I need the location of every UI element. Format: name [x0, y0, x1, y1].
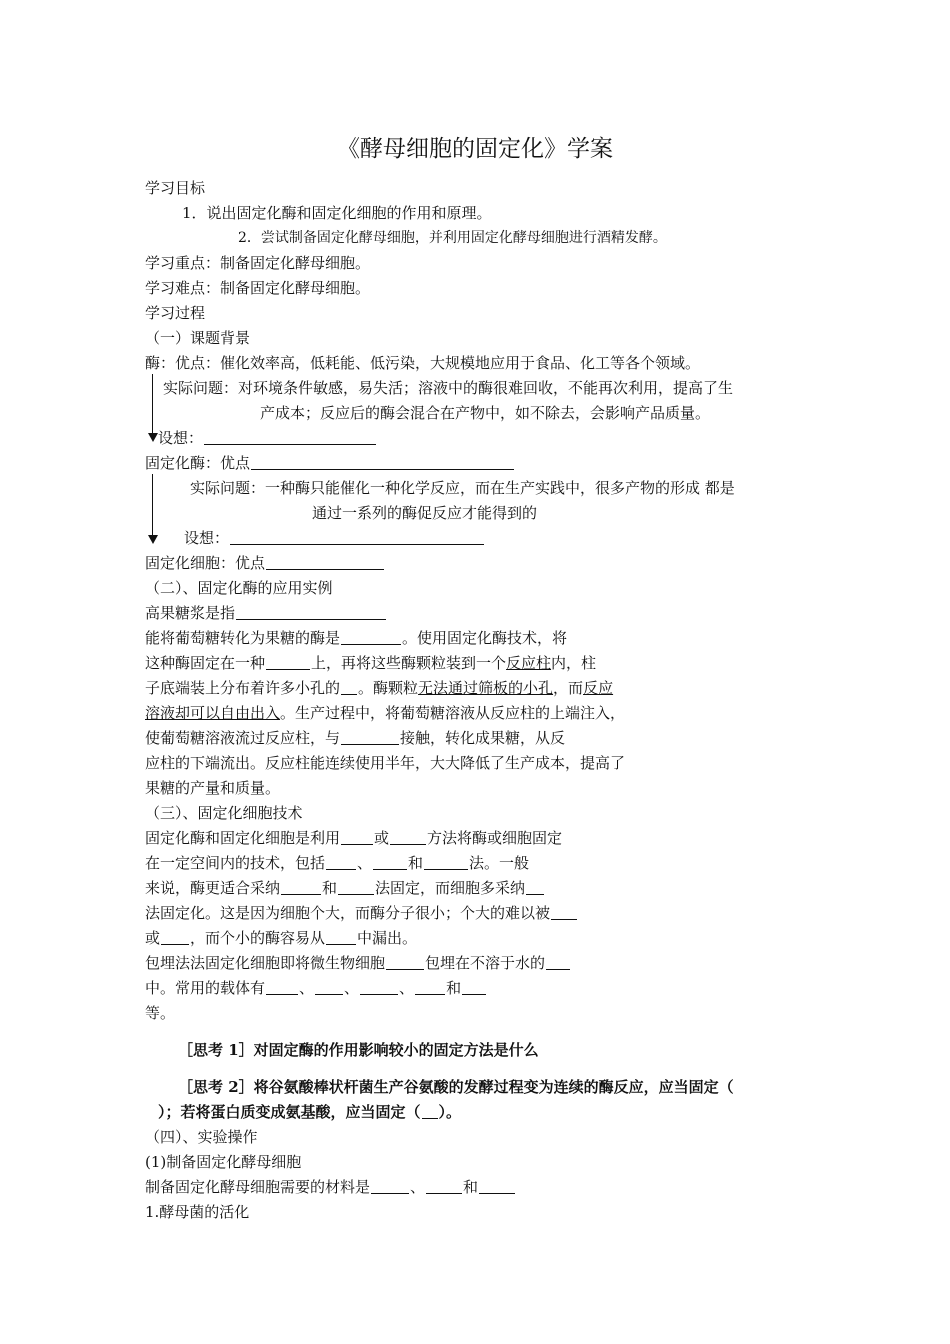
answer-blank	[266, 979, 298, 995]
enzyme-advantage: 酶：优点：催化效率高，低耗能、低污染，大规模地应用于食品、化工等各个领域。	[145, 354, 701, 372]
section-4-heading: （四）、实验操作	[145, 1128, 258, 1146]
answer-blank	[479, 1178, 515, 1194]
think-1: ［思考 1］对固定酶的作用影响较小的固定方法是什么	[178, 1041, 539, 1059]
underlined-text: 反应柱	[506, 654, 552, 672]
answer-blank	[386, 954, 424, 970]
text: 子底端装上分布着许多小孔的	[145, 679, 341, 697]
text: 和	[322, 879, 338, 897]
key-point: 学习重点：制备固定化酵母细胞。	[145, 254, 371, 272]
document-title: 《酵母细胞的固定化》学案	[337, 136, 613, 162]
paragraph-2-line-7: 果糖的产量和质量。	[145, 779, 281, 797]
idea-2-blank	[230, 529, 484, 545]
answer-blank	[371, 1178, 409, 1194]
answer-blank	[326, 854, 356, 870]
text: ，而个小的酶容易从	[190, 929, 326, 947]
text: 。酶颗粒	[358, 679, 419, 697]
goal-2: 2．尝试制备固定化酵母细胞，并利用固定化酵母细胞进行酒精发酵。	[238, 230, 667, 246]
flow-arrow-line	[152, 374, 153, 434]
answer-blank	[266, 654, 310, 670]
answer-blank	[161, 929, 189, 945]
enzyme-problem-1: 实际问题：对环境条件敏感，易失活；溶液中的酶很难回收，不能再次利用，提高了生	[163, 379, 734, 397]
hfcs-definition	[145, 603, 387, 623]
immobilized-enzyme-problem-2: 通过一系列的酶促反应才能得到的	[312, 504, 538, 522]
paragraph-3-line-4	[145, 903, 578, 923]
flow-arrow-head	[148, 535, 158, 544]
text: 内，柱	[551, 654, 597, 672]
immobilized-enzyme-blank	[251, 454, 514, 470]
answer-blank	[341, 679, 357, 695]
text: 制备固定化酵母细胞需要的材料是	[145, 1178, 371, 1196]
text: 或	[374, 829, 390, 847]
text: 使葡萄糖溶液流过反应柱，与	[145, 729, 341, 747]
immobilized-cell-blank	[266, 554, 384, 570]
idea-1	[158, 428, 377, 448]
text: 包埋在不溶于水的	[425, 954, 546, 972]
underlined-text: 溶液却可以自由出入	[145, 704, 281, 722]
enzyme-problem-2: 产成本；反应后的酶会混合在产物中，如不除去，会影响产品质量。	[260, 404, 711, 422]
answer-blank	[415, 979, 445, 995]
idea-2-label: 设想：	[184, 529, 230, 547]
answer-blank	[373, 854, 407, 870]
text: 法。一般	[469, 854, 530, 872]
text: 能将葡萄糖转化为果糖的酶是	[145, 629, 341, 647]
paragraph-3-line-1	[145, 828, 562, 848]
text: 、	[344, 979, 360, 997]
process-heading: 学习过程	[145, 304, 206, 322]
goals-heading: 学习目标	[145, 179, 206, 197]
text: 接触，转化成果糖，从反	[400, 729, 566, 747]
answer-blank	[526, 879, 544, 895]
immobilized-cell-advantage	[145, 553, 385, 573]
section-3-heading: （三）、固定化细胞技术	[145, 804, 303, 822]
text: ）；若将蛋白质变成氨基酸，应当固定（	[158, 1103, 421, 1121]
answer-blank	[390, 829, 426, 845]
text: 或	[145, 929, 161, 947]
section-2-heading: （二）、固定化酶的应用实例	[145, 579, 333, 597]
hfcs-label: 高果糖浆是指	[145, 604, 236, 622]
text: ，而	[553, 679, 584, 697]
text: 来说，酶更适合采纳	[145, 879, 281, 897]
answer-blank	[326, 929, 356, 945]
text: 固定化酶和固定化细胞是利用	[145, 829, 341, 847]
paragraph-3-line-8: 等。	[145, 1004, 176, 1022]
paragraph-2-line-6: 应柱的下端流出。反应柱能连续使用半年，大大降低了生产成本，提高了	[145, 754, 626, 772]
text: 、	[410, 1178, 426, 1196]
text: 法固定化。这是因为细胞个大，而酶分子很小；个大的难以被	[145, 904, 551, 922]
text: 法固定，而细胞多采纳	[375, 879, 526, 897]
text: 、	[399, 979, 415, 997]
answer-blank	[281, 879, 321, 895]
underlined-text: 无法通过筛板的小孔	[418, 679, 554, 697]
text: 、	[299, 979, 315, 997]
answer-blank	[341, 829, 373, 845]
text: 和	[446, 979, 462, 997]
immobilized-cell-label: 固定化细胞：优点	[145, 554, 266, 572]
text: ）。	[438, 1103, 462, 1121]
paragraph-3-line-6	[145, 953, 571, 973]
paragraph-3-line-7	[145, 978, 487, 998]
paragraph-2-line-2	[145, 653, 596, 673]
text: 。生产过程中，将葡萄糖溶液从反应柱的上端注入，	[280, 704, 626, 722]
answer-blank	[462, 979, 486, 995]
materials-line	[145, 1177, 516, 1197]
idea-2	[184, 528, 485, 548]
answer-blank	[315, 979, 343, 995]
paragraph-2-line-5	[145, 728, 565, 748]
text: 。使用固定化酶技术，将	[402, 629, 568, 647]
answer-blank	[360, 979, 398, 995]
immobilized-enzyme-label: 固定化酶：优点	[145, 454, 251, 472]
paragraph-3-line-5	[145, 928, 417, 948]
think-2-line-2	[158, 1102, 461, 1122]
text: 中。常用的载体有	[145, 979, 266, 997]
text: 方法将酶或细胞固定	[427, 829, 563, 847]
text: 这种酶固定在一种	[145, 654, 266, 672]
paragraph-2-line-1	[145, 628, 567, 648]
paragraph-2-line-3	[145, 678, 613, 698]
section-1-heading: （一）课题背景	[145, 329, 251, 347]
think-2-line-1: ［思考 2］将谷氨酸棒状杆菌生产谷氨酸的发酵过程变为连续的酶反应，应当固定（	[178, 1078, 734, 1096]
answer-blank	[341, 629, 401, 645]
answer-blank	[341, 729, 399, 745]
hfcs-blank	[236, 604, 386, 620]
text: 和	[408, 854, 424, 872]
difficulty: 学习难点：制备固定化酵母细胞。	[145, 279, 371, 297]
idea-1-label: 设想：	[158, 429, 204, 447]
paragraph-3-line-3	[145, 878, 545, 898]
idea-1-blank	[204, 429, 376, 445]
yeast-activation-heading: 1.酵母菌的活化	[145, 1203, 250, 1221]
text: 包埋法法固定化细胞即将微生物细胞	[145, 954, 386, 972]
answer-blank	[424, 854, 468, 870]
text: 中漏出。	[357, 929, 418, 947]
flow-arrow-head	[148, 433, 158, 442]
text: 在一定空间内的技术，包括	[145, 854, 326, 872]
goal-1: 1．说出固定化酶和固定化细胞的作用和原理。	[182, 204, 492, 222]
immobilized-enzyme-advantage	[145, 453, 515, 473]
step-1-heading: (1)制备固定化酵母细胞	[145, 1153, 302, 1171]
flow-arrow-line	[152, 474, 153, 536]
paragraph-3-line-2	[145, 853, 529, 873]
answer-blank	[422, 1103, 438, 1119]
text: 、	[357, 854, 373, 872]
underlined-text: 反应	[583, 679, 614, 697]
immobilized-enzyme-problem-1: 实际问题：一种酶只能催化一种化学反应，而在生产实践中，很多产物的形成 都是	[190, 479, 735, 497]
paragraph-2-line-4	[145, 703, 625, 723]
answer-blank	[551, 904, 577, 920]
text: 和	[463, 1178, 479, 1196]
text: 上，再将这些酶颗粒装到一个	[311, 654, 507, 672]
answer-blank	[426, 1178, 462, 1194]
answer-blank	[338, 879, 374, 895]
answer-blank	[546, 954, 570, 970]
